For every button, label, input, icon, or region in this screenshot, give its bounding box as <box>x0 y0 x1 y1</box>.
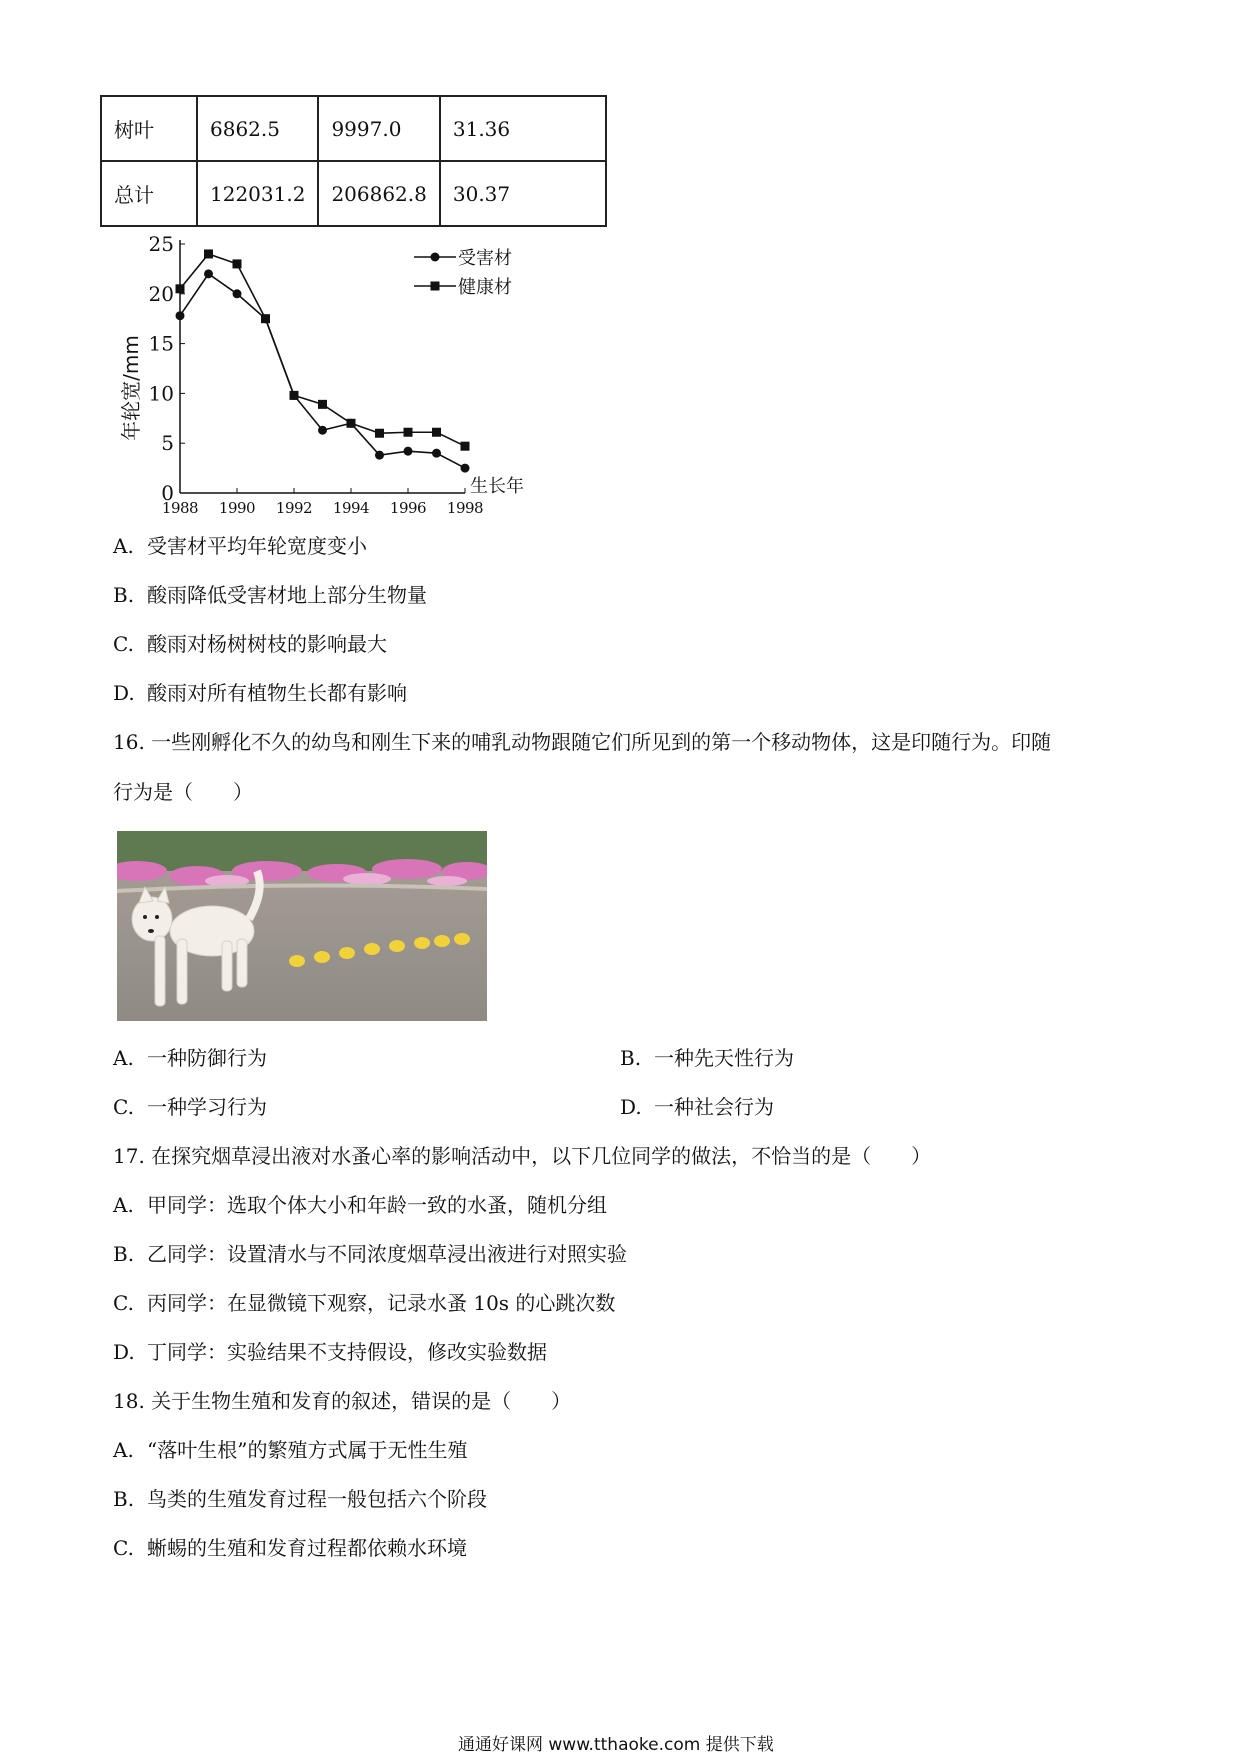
y-tick-label: 0 <box>161 481 174 505</box>
data-point <box>318 426 327 435</box>
q18-option-b <box>113 1485 487 1513</box>
y-axis-label: 年轮宽/mm <box>119 335 143 441</box>
q17-option-c <box>113 1289 615 1317</box>
y-tick-label: 25 <box>148 232 174 256</box>
q16-option-c <box>113 1093 267 1121</box>
option-letter: B. <box>113 1487 135 1511</box>
option-text: 乙同学：设置清水与不同浓度烟草浸出液进行对照实验 <box>147 1242 627 1266</box>
option-text: 酸雨对所有植物生长都有影响 <box>147 681 407 705</box>
option-letter: D. <box>113 1340 135 1364</box>
legend-marker <box>431 253 440 262</box>
option-text: 蜥蜴的生殖和发育过程都依赖水环境 <box>147 1536 467 1560</box>
legend-label: 健康材 <box>458 277 512 298</box>
option-letter: C. <box>113 1291 134 1315</box>
x-tick-label: 1992 <box>275 499 313 517</box>
series-line <box>180 254 465 446</box>
data-table <box>100 95 607 227</box>
option-letter: C. <box>113 1536 134 1560</box>
data-point <box>404 428 413 437</box>
option-text: “落叶生根”的繁殖方式属于无性生殖 <box>147 1438 468 1462</box>
data-point <box>176 311 185 320</box>
data-point <box>432 449 441 458</box>
q17-option-a <box>113 1191 607 1219</box>
option-text: 一种防御行为 <box>147 1046 267 1070</box>
option-text: 一种学习行为 <box>147 1095 267 1119</box>
q15-option-c <box>113 630 387 658</box>
y-tick-label: 20 <box>148 281 174 306</box>
data-point <box>290 391 299 400</box>
data-point <box>347 419 356 428</box>
table-row <box>101 161 606 226</box>
option-letter: D. <box>113 681 135 705</box>
x-tick-label: 1994 <box>332 499 370 517</box>
table-cell: 6862.5 <box>197 96 318 161</box>
option-text: 甲同学：选取个体大小和年龄一致的水蚤，随机分组 <box>147 1193 607 1217</box>
option-letter: A. <box>113 1046 134 1070</box>
option-letter: A. <box>113 1193 134 1217</box>
q16-stem-line1: 16. 一些刚孵化不久的幼鸟和刚生下来的哺乳动物跟随它们所见到的第一个移动物体，这是印随行为。印随 <box>113 730 1052 754</box>
q17-option-d <box>113 1338 547 1366</box>
q15-option-a <box>113 532 367 560</box>
table-cell: 122031.2 <box>197 161 318 226</box>
x-tick-label: 1998 <box>446 499 484 517</box>
data-point <box>432 428 441 437</box>
option-text: 一种社会行为 <box>654 1095 774 1119</box>
data-point <box>461 464 470 473</box>
table-cell: 总计 <box>101 161 197 226</box>
option-letter: C. <box>113 1095 134 1119</box>
option-letter: C. <box>113 632 134 656</box>
option-letter: B. <box>113 583 135 607</box>
legend-label: 受害材 <box>458 248 512 269</box>
q15-option-b <box>113 581 427 609</box>
series-line <box>180 274 465 468</box>
option-text: 一种先天性行为 <box>654 1046 794 1070</box>
x-tick-label: 1988 <box>161 499 199 517</box>
table-cell: 30.37 <box>440 161 606 226</box>
table-cell: 9997.0 <box>318 96 439 161</box>
data-point <box>176 284 185 293</box>
data-point <box>318 400 327 409</box>
option-text: 丁同学：实验结果不支持假设，修改实验数据 <box>147 1340 547 1364</box>
q16-option-d <box>620 1093 774 1121</box>
table-cell: 206862.8 <box>318 161 439 226</box>
y-tick-label: 15 <box>148 331 174 356</box>
option-text: 酸雨降低受害材地上部分生物量 <box>147 583 427 607</box>
option-letter: A. <box>113 534 134 558</box>
option-letter: B. <box>620 1046 642 1070</box>
x-tick-label: 1990 <box>218 499 256 517</box>
option-text: 酸雨对杨树树枝的影响最大 <box>147 632 387 656</box>
option-letter: D. <box>620 1095 642 1119</box>
page-footer: 通通好课网 www.tthaoke.com 提供下载 <box>458 1735 774 1755</box>
ring-width-line-chart <box>110 228 540 518</box>
q18-stem: 18. 关于生物生殖和发育的叙述，错误的是（ ） <box>113 1389 572 1413</box>
q16-stem-line2: 行为是（ ） <box>113 780 253 804</box>
data-point <box>375 429 384 438</box>
data-point <box>461 442 470 451</box>
dog-ducklings-photo <box>117 831 487 1021</box>
data-point <box>261 314 270 323</box>
q18-option-c <box>113 1534 467 1562</box>
option-text: 丙同学：在显微镜下观察，记录水蚤 10s 的心跳次数 <box>147 1291 616 1315</box>
data-point <box>204 249 213 258</box>
option-letter: A. <box>113 1438 134 1462</box>
data-point <box>233 289 242 298</box>
table-row <box>101 96 606 161</box>
x-axis-label: 生长年 <box>470 476 524 497</box>
table-cell: 树叶 <box>101 96 197 161</box>
option-text: 受害材平均年轮宽度变小 <box>147 534 367 558</box>
q15-option-d <box>113 679 407 707</box>
data-point <box>233 259 242 268</box>
q16-option-a <box>113 1044 267 1072</box>
option-text: 鸟类的生殖发育过程一般包括六个阶段 <box>147 1487 487 1511</box>
y-tick-label: 5 <box>161 431 174 456</box>
q16-option-b <box>620 1044 794 1072</box>
x-tick-label: 1996 <box>389 499 427 517</box>
option-letter: B. <box>113 1242 135 1266</box>
q17-stem: 17. 在探究烟草浸出液对水蚤心率的影响活动中，以下几位同学的做法，不恰当的是（ ） <box>113 1144 932 1168</box>
data-point <box>404 447 413 456</box>
y-tick-label: 10 <box>148 381 174 406</box>
table-cell: 31.36 <box>440 96 606 161</box>
legend-marker <box>431 282 440 291</box>
data-point <box>375 451 384 460</box>
q17-option-b <box>113 1240 627 1268</box>
data-point <box>204 269 213 278</box>
q18-option-a <box>113 1436 467 1464</box>
